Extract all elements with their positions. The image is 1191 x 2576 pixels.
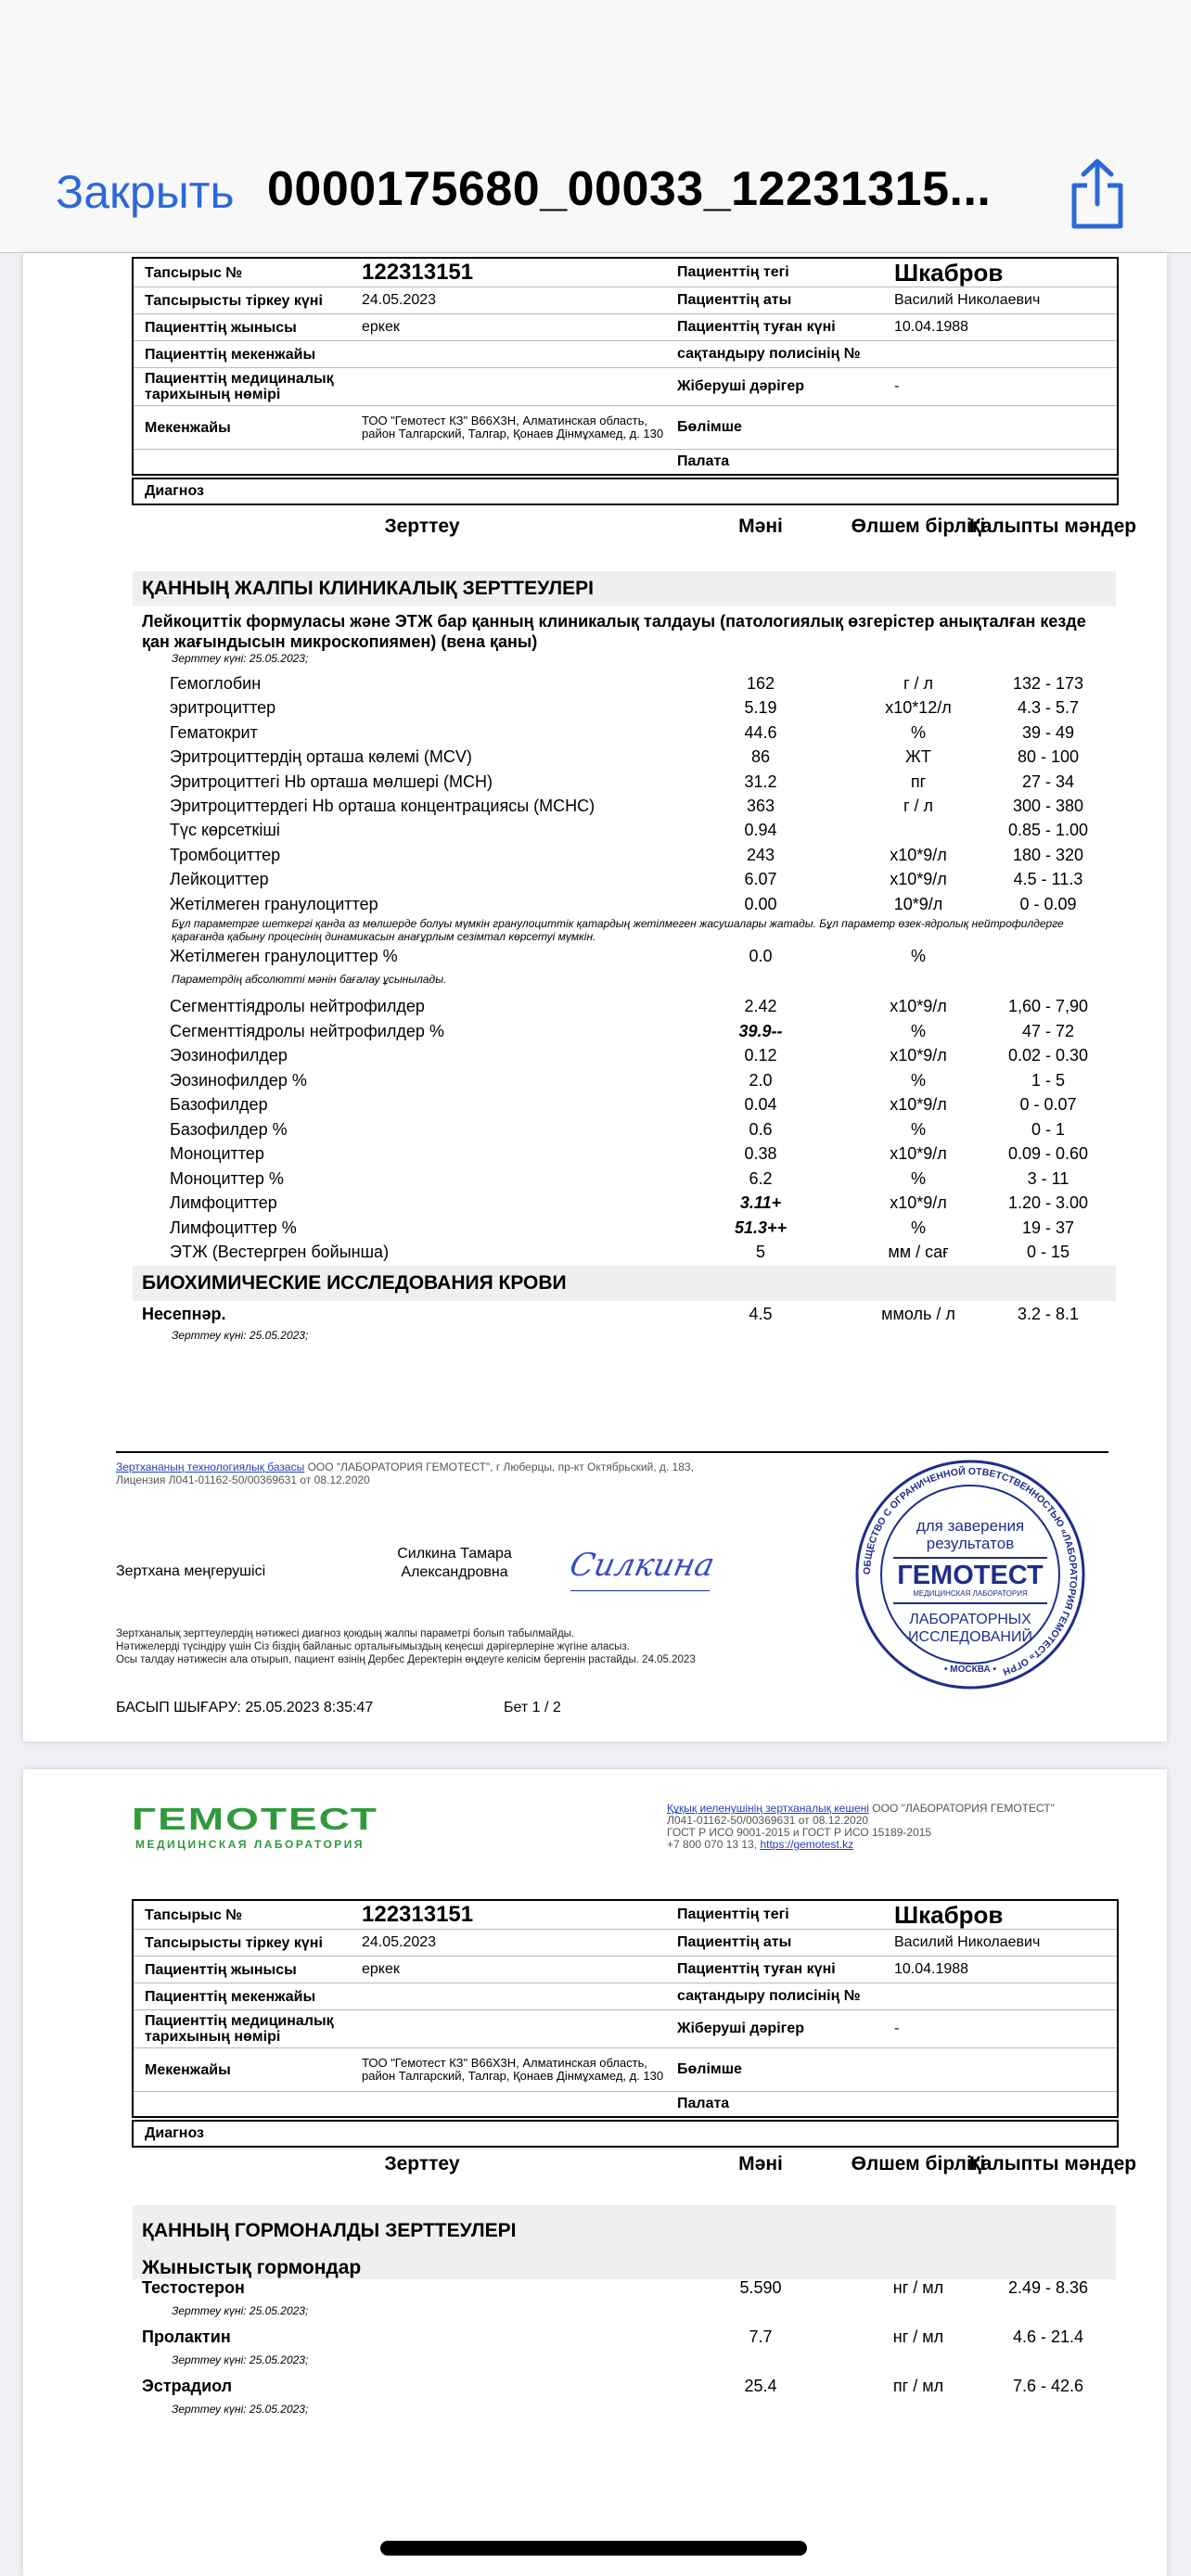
col-ref: Қалыпты мәндер	[968, 516, 1137, 537]
table-row: Несепнәр. 4.5 ммоль / л 3.2 - 8.1	[142, 1305, 1080, 1323]
result-reference: 1.20 - 3.00	[1007, 1193, 1089, 1212]
section-biochem: БИОХИМИЧЕСКИЕ ИССЛЕДОВАНИЯ КРОВИ	[133, 1266, 1116, 1301]
result-reference: 300 - 380	[1012, 797, 1084, 815]
tech-base: Зертхананың технологиялық базасы ООО "ЛАБОРАТОРИЯ ГЕМОТЕСТ", г Люберцы, пр-кт Октябрьский, д. 183, Лицензия Л041-01162-50/00369631 от 08.12.2020	[116, 1460, 694, 1486]
col-value: Мәні	[738, 516, 783, 537]
result-unit: x10*9/л	[890, 1095, 947, 1114]
surname-value: Шкабров	[894, 258, 1004, 287]
result-reference: 39 - 49	[1021, 722, 1075, 742]
legal-info: Құқық иеленушінің зертханалық кешені ООО "ЛАБОРАТОРИЯ ГЕМОТЕСТ" Л041-01162-50/00369631 от 08.12.2020 ГОСТ Р ИСО 9001-2015 и ГОСТ Р ИСО 15189-2015 +7 800 070 13 13, https://gemotest.kz	[667, 1802, 1055, 1851]
stamp-brand: ГЕМОТЕСТ	[897, 1561, 1044, 1590]
col-unit: Өлшем бірлігі	[851, 516, 986, 537]
table-row	[23, 995, 1167, 1019]
result-name: Сегменттіядролы нейтрофилдер	[170, 997, 425, 1015]
col-study-2: Зерттеу	[384, 2153, 460, 2174]
navigation-bar	[0, 0, 1191, 253]
address-label: Пациенттің мекенжайы	[145, 346, 316, 363]
result-name: Моноциттер %	[170, 1168, 284, 1188]
result-unit: x10*9/л	[890, 1144, 947, 1163]
result-reference: 0.02 - 0.30	[1007, 1046, 1089, 1065]
result-reference: 47 - 72	[1021, 1021, 1075, 1040]
diagnosis-label: Диагноз	[145, 483, 204, 499]
table-row	[23, 2276, 1167, 2301]
result-unit: пг / мл	[892, 2377, 944, 2395]
result-value: 6.07	[744, 870, 777, 889]
col-unit-2: Өлшем бірлігі	[851, 2153, 986, 2174]
result-reference: 2.49 - 8.36	[1007, 2278, 1089, 2297]
stamp-ring-text: ОБЩЕСТВО С ОГРАНИЧЕННОЙ ОТВЕТСТВЕННОСТЬЮ «ЛАБОРАТОРИЯ ГЕМОТЕСТ» ОГРН	[861, 1465, 1080, 1677]
table-row	[23, 1217, 1167, 1241]
patient-header	[132, 257, 1119, 476]
study-date: Зерттеу күні: 25.05.2023;	[172, 2353, 309, 2366]
disclaimer: Зертханалық зерттеулердің нәтижесі диагноз қоюдың жалпы параметрі болып табылмайды. Нәтижелерді түсіндіру үшін Сіз біздің байланыс орталығымыздың кеңесші дәрігерлеріне жүгіне аласыз. Осы талдау нәтижесін ала отырып, пациент өзінің Дербес Деректерін өңдеуге келісім бергенін растайды. 24.05.2023	[116, 1628, 696, 1665]
doctor-label: Жіберуші дәрігер	[677, 378, 804, 394]
tech-base-link[interactable]: Зертхананың технологиялық базасы	[116, 1460, 305, 1473]
note-absolute: Параметрдің абсолютті мәнін бағалау ұсынылады.	[172, 973, 447, 986]
result-reference: 4.3 - 5.7	[1017, 698, 1080, 718]
result-reference: 0 - 1	[1031, 1119, 1066, 1139]
result-reference: 4.6 - 21.4	[1012, 2327, 1084, 2346]
study-date: Зерттеу күні: 25.05.2023;	[172, 1329, 309, 1342]
table-row	[23, 1118, 1167, 1142]
legal-link[interactable]: Құқық иеленушінің зертханалық кешені	[667, 1802, 869, 1815]
reg-date-label: Тапсырысты тіркеу күні	[145, 292, 323, 309]
home-indicator[interactable]	[380, 2541, 807, 2556]
result-reference: 27 - 34	[1021, 772, 1075, 791]
result-value: 39.9--	[738, 1021, 783, 1040]
result-name: Сегменттіядролы нейтрофилдер %	[170, 1021, 444, 1040]
result-value: 31.2	[744, 772, 777, 791]
result-unit: %	[910, 1168, 926, 1188]
page-number: Бет 1 / 2	[504, 1700, 561, 1715]
result-value: 5	[755, 1243, 765, 1261]
result-name: ЭТЖ (Вестергрен бойынша)	[170, 1243, 390, 1261]
result-reference: 19 - 37	[1021, 1218, 1075, 1237]
department-label: Бөлімше	[677, 419, 742, 435]
result-reference: 180 - 320	[1012, 845, 1084, 864]
result-name: Гематокрит	[170, 722, 258, 742]
result-value: 5.19	[744, 698, 777, 718]
result-value: 162	[746, 674, 775, 693]
logo-text: ГЕМОТЕСТ	[132, 1801, 378, 1837]
col-ref-2: Қалыпты мәндер	[968, 2153, 1137, 2174]
result-value: 7.7	[749, 2327, 773, 2346]
result-value: 243	[746, 845, 775, 864]
table-row	[23, 844, 1167, 868]
result-value: 0.04	[744, 1095, 777, 1114]
stamp-line4: ИССЛЕДОВАНИЙ	[908, 1629, 1032, 1645]
col-value-2: Мәні	[738, 2153, 783, 2174]
result-value: 3.11+	[739, 1193, 782, 1212]
table-row	[23, 721, 1167, 746]
signature: Силкина	[566, 1547, 718, 1584]
name-value: Василий Николаевич	[894, 292, 1041, 308]
location-value: ТОО "Гемотест КЗ" В66Х3Н, Алматинская область, район Талгарский, Талгар, Қонаев Дінмұхамед, д. 130	[362, 414, 664, 440]
section-hormones: ҚАННЫҢ ГОРМОНАЛДЫ ЗЕРТТЕУЛЕРІ Жыныстық гормондар	[133, 2205, 1116, 2279]
result-name: Эритроциттердегі Hb орташа концентрациясы (MCHC)	[170, 797, 596, 815]
result-unit: x10*9/л	[890, 1046, 947, 1065]
result-unit: %	[910, 1119, 926, 1139]
reg-date-value: 24.05.2023	[362, 292, 437, 308]
result-value: 6.2	[749, 1168, 773, 1188]
result-name: эритроциттер	[170, 698, 276, 718]
table-row	[23, 2375, 1167, 2399]
study-subtitle: Лейкоциттік формуласы және ЭТЖ бар қанның клиникалық талдауы (патологиялық өзгерістер анықталған кезде қан жағындысын микроскопиямен) (вена қаны)	[142, 612, 1086, 651]
result-unit: %	[910, 1021, 926, 1040]
stamp-line1: для заверения	[916, 1517, 1025, 1535]
lab-stamp	[854, 1459, 1086, 1690]
gender-value: еркек	[362, 319, 400, 335]
result-unit: x10*9/л	[890, 1193, 947, 1212]
result-value: 0.12	[744, 1046, 777, 1065]
dob-value: 10.04.1988	[894, 319, 969, 335]
result-unit: 10*9/л	[893, 894, 943, 913]
result-name: Тестостерон	[142, 2278, 245, 2297]
table-row	[23, 696, 1167, 721]
location-label: Мекенжайы	[145, 419, 231, 436]
lab-head-name: Силкина Тамара Александровна	[397, 1546, 512, 1580]
result-name: Моноциттер	[170, 1144, 264, 1163]
table-row	[23, 2326, 1167, 2350]
result-value: 51.3++	[734, 1218, 788, 1237]
result-name: Түс көрсеткіші	[170, 821, 280, 840]
document-title: 0000175680_00033_12231315...	[267, 162, 992, 216]
result-name: Пролактин	[142, 2327, 231, 2346]
table-row	[23, 746, 1167, 770]
result-value: 5.590	[739, 2278, 782, 2297]
table-row	[23, 1142, 1167, 1167]
result-unit: мм / сағ	[888, 1243, 949, 1261]
table-row	[23, 672, 1167, 696]
table-row	[23, 795, 1167, 819]
stamp-line2: результатов	[926, 1535, 1015, 1552]
result-reference: 0 - 0.09	[1019, 894, 1077, 913]
section-clinical: ҚАННЫҢ ЖАЛПЫ КЛИНИКАЛЫҚ ЗЕРТТЕУЛЕРІ	[133, 571, 1116, 606]
result-unit: ЖТ	[905, 747, 931, 767]
subsection-sex-hormones: Жыныстық гормондар	[142, 2257, 362, 2278]
result-name: Эритроциттердің орташа көлемі (MCV)	[170, 747, 472, 767]
table-row	[23, 893, 1167, 917]
dob-label: Пациенттің туған күні	[677, 319, 836, 335]
result-unit: пг	[910, 772, 927, 791]
result-value: 0.00	[744, 894, 777, 913]
table-row	[23, 1167, 1167, 1192]
table-row	[23, 819, 1167, 843]
result-name: Лейкоциттер	[170, 870, 269, 889]
table-row	[23, 868, 1167, 892]
name-label: Пациенттің аты	[677, 292, 792, 308]
result-name: Эозинофилдер	[170, 1046, 288, 1065]
diagnosis-row	[132, 478, 1119, 505]
result-reference: 0 - 15	[1026, 1243, 1070, 1261]
result-reference: 80 - 100	[1017, 747, 1080, 767]
result-name: Эстрадиол	[142, 2377, 233, 2395]
result-reference: 132 - 173	[1012, 674, 1084, 693]
doctor-value: -	[894, 378, 900, 394]
result-unit: x10*9/л	[890, 845, 947, 864]
result-value: 86	[750, 747, 771, 767]
result-unit: %	[910, 1218, 926, 1237]
result-value: 0.6	[749, 1119, 773, 1139]
document-page-1[interactable]	[23, 253, 1167, 1741]
result-name: Гемоглобин	[170, 674, 262, 693]
order-number: 122313151	[362, 260, 474, 285]
table-row	[23, 1044, 1167, 1068]
document-page-2[interactable]	[23, 1769, 1167, 2576]
stamp-brand-sub: МЕДИЦИНСКАЯ ЛАБОРАТОРИЯ	[913, 1589, 1028, 1598]
result-name: Тромбоциттер	[170, 845, 281, 864]
col-study: Зерттеу	[384, 516, 460, 537]
close-button[interactable]: Закрыть	[56, 166, 235, 218]
result-unit: г / л	[903, 797, 934, 815]
gender-label: Пациенттің жынысы	[145, 319, 297, 336]
history-label: Пациенттің медициналық тарихының нөмірі	[145, 371, 334, 402]
table-row: Жетілмеген гранулоциттер % 0.0 %	[170, 947, 926, 965]
result-unit: нг / мл	[892, 2327, 944, 2346]
patient-header-2: Тапсырыс № 122313151 Пациенттің тегі Шкабров Тапсырысты тіркеу күні 24.05.2023 Пациенттің аты Василий Николаевич Пациенттің жынысы еркек Пациенттің туған күні 10.04.1988 Пациенттің мекенжайы сақтандыру полисінің № Пациенттің медициналық тарихының нөмірі Жіберуші дәрігер - Мекенжайы ТОО "Гемотест КЗ" В66Х3Н, Алматинская область, район Талгарский, Талгар, Қонаев Дінмұхамед, д. 130 Бөлімше Палата	[132, 1899, 1119, 2118]
result-value: 25.4	[744, 2377, 777, 2395]
result-reference: 0.09 - 0.60	[1007, 1144, 1089, 1163]
result-value: 2.0	[749, 1070, 773, 1090]
result-name: Базофилдер	[170, 1095, 268, 1114]
logo-subtext: МЕДИЦИНСКАЯ ЛАБОРАТОРИЯ	[135, 1838, 365, 1851]
result-value: 0.94	[744, 821, 777, 840]
result-value: 363	[746, 797, 775, 815]
result-reference: 7.6 - 42.6	[1012, 2377, 1084, 2395]
result-unit: x10*9/л	[890, 870, 947, 889]
result-unit: x10*12/л	[885, 698, 952, 718]
policy-label: сақтандыру полисінің №	[677, 346, 861, 362]
table-row	[23, 1020, 1167, 1044]
result-unit: %	[910, 722, 926, 742]
result-unit: x10*9/л	[890, 997, 947, 1015]
result-unit: нг / мл	[892, 2278, 944, 2297]
study-date: Зерттеу күні: 25.05.2023;	[172, 2403, 309, 2416]
result-name: Эозинофилдер %	[170, 1070, 307, 1090]
result-reference: 3 - 11	[1027, 1168, 1069, 1188]
divider	[116, 1451, 1108, 1453]
table-row	[23, 771, 1167, 795]
surname-label: Пациенттің тегі	[677, 264, 789, 280]
result-unit: г / л	[903, 674, 934, 693]
result-reference: 4.5 - 11.3	[1013, 870, 1083, 889]
result-value: 2.42	[744, 997, 777, 1015]
result-reference: 1 - 5	[1031, 1070, 1066, 1090]
table-row	[23, 1241, 1167, 1265]
diagnosis-row-2: Диагноз	[132, 2120, 1119, 2148]
lab-head-label: Зертхана меңгерушісі	[116, 1563, 266, 1579]
result-name: Лимфоциттер %	[170, 1218, 297, 1237]
result-name: Базофилдер %	[170, 1119, 288, 1139]
table-row	[23, 1093, 1167, 1117]
note-immature-granulocytes: Бұл параметрге шеткергі қанда аз мөлшерде болуы мүмкін гранулоциттік қатардың жетілмеген жасушалары жатады. Бұл параметр өзек-ядролық нейтрофилдерге қарағанда қабыну процесінің динамикасын анағұрлым сезімтал көрсетуі мүмкін.	[172, 917, 1064, 943]
result-unit: %	[910, 1070, 926, 1090]
stamp-line3: ЛАБОРАТОРНЫХ	[909, 1612, 1031, 1627]
share-icon[interactable]	[1067, 158, 1128, 230]
website-link[interactable]: https://gemotest.kz	[760, 1838, 854, 1851]
result-name: Лимфоциттер	[170, 1193, 277, 1212]
stamp-city: • МОСКВА •	[944, 1664, 996, 1675]
table-row	[23, 1192, 1167, 1216]
gemotest-logo	[132, 1801, 378, 1851]
result-reference: 0.85 - 1.00	[1007, 821, 1089, 840]
study-date: Зерттеу күні: 25.05.2023;	[172, 2304, 309, 2317]
table-row	[23, 1069, 1167, 1093]
study-date: Зерттеу күні: 25.05.2023;	[172, 652, 309, 665]
order-label: Тапсырыс №	[145, 264, 243, 281]
result-reference: 0 - 0.07	[1019, 1095, 1077, 1114]
signature-underline	[570, 1590, 710, 1591]
result-value: 44.6	[744, 722, 777, 742]
print-timestamp: БАСЫП ШЫҒАРУ: 25.05.2023 8:35:47	[116, 1700, 374, 1715]
result-reference: 1,60 - 7,90	[1007, 997, 1089, 1015]
ward-label: Палата	[677, 453, 730, 469]
result-name: Жетілмеген гранулоциттер	[170, 894, 378, 913]
result-value: 0.38	[744, 1144, 777, 1163]
result-name: Эритроциттегі Hb орташа мөлшері (MCH)	[170, 772, 493, 791]
